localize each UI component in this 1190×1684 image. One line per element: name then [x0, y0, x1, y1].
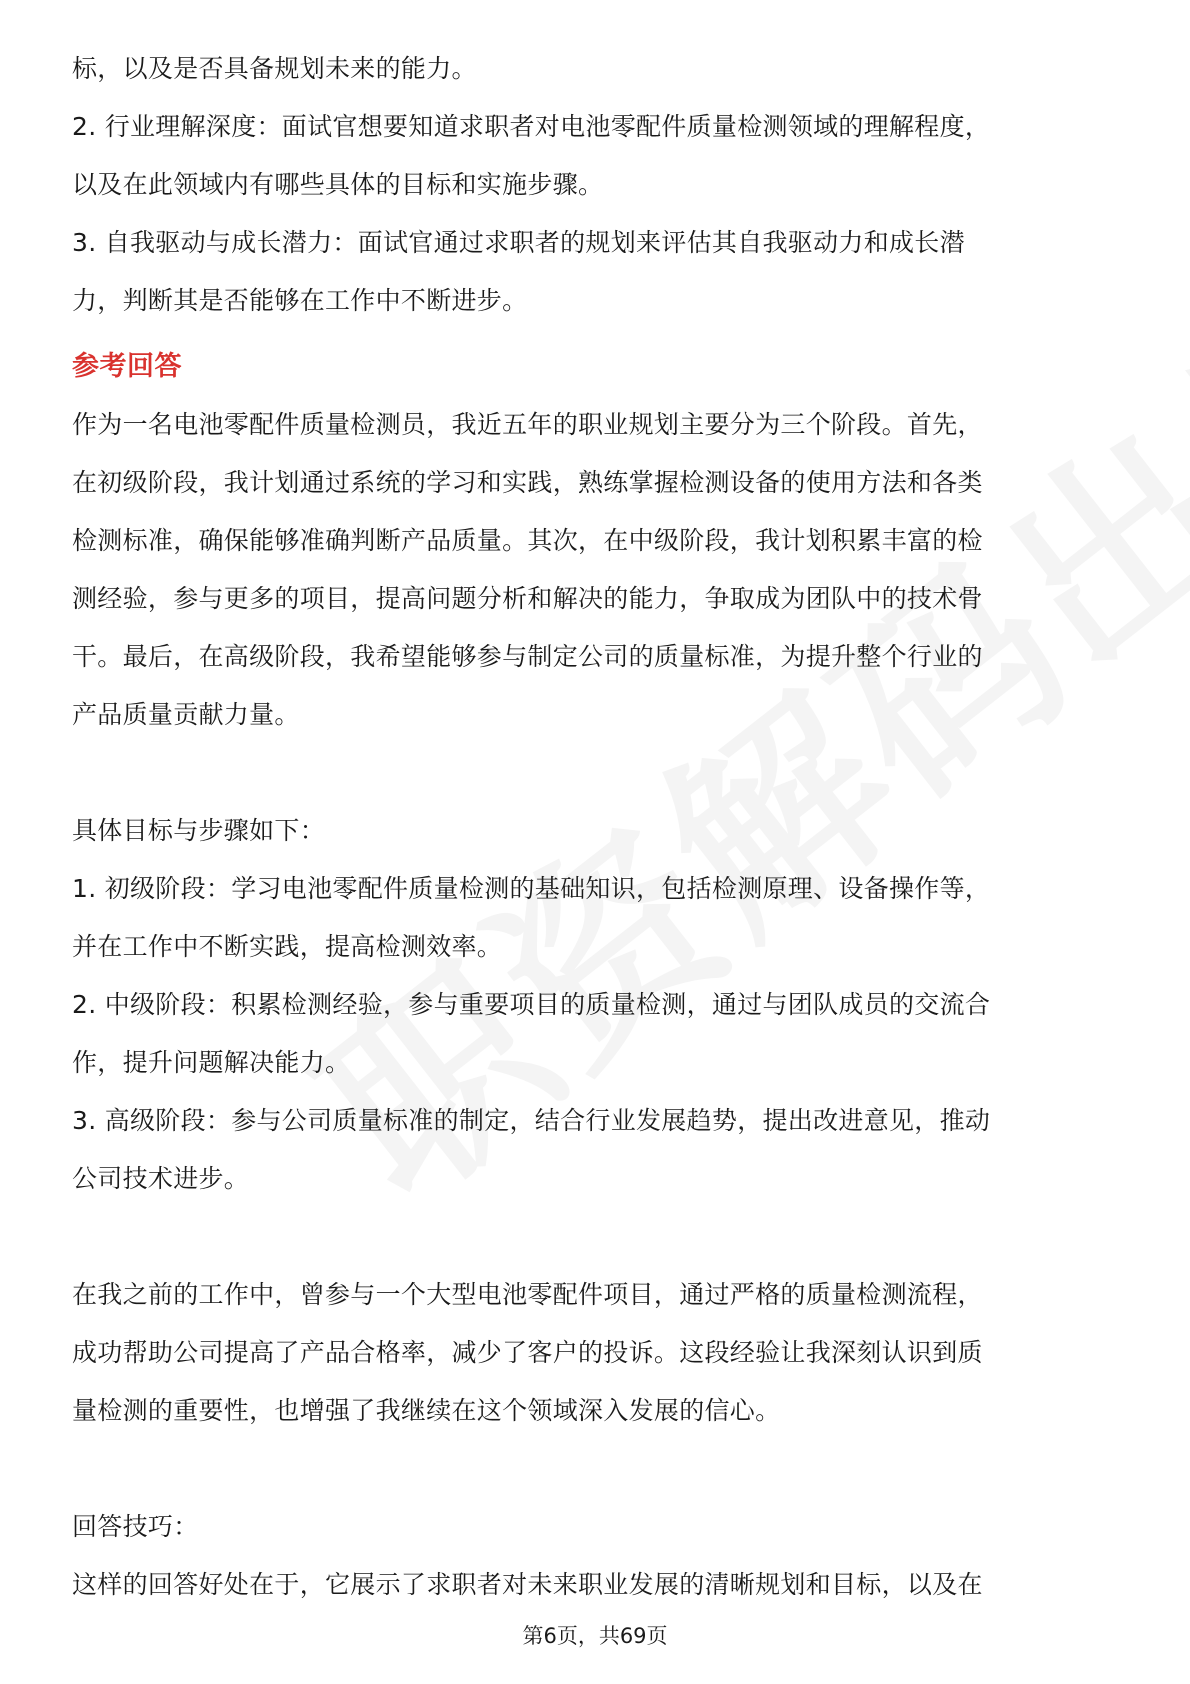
text-line: 力，判断其是否能够在工作中不断进步。	[72, 286, 528, 315]
tips-section	[72, 1498, 1122, 1614]
section-heading: 参考回答	[72, 351, 182, 382]
text-line: 成功帮助公司提高了产品合格率，减少了客户的投诉。这段经验让我深刻认识到质	[72, 1338, 983, 1367]
text-line: 2. 中级阶段：积累检测经验，参与重要项目的质量检测，通过与团队成员的交流合	[72, 990, 991, 1019]
text-line: 具体目标与步骤如下：	[72, 816, 326, 845]
goals-section	[72, 802, 1122, 1208]
text-line: 这样的回答好处在于，它展示了求职者对未来职业发展的清晰规划和目标，以及在	[72, 1570, 983, 1599]
text-line: 量检测的重要性，也增强了我继续在这个领域深入发展的信心。	[72, 1396, 781, 1425]
text-line: 产品质量贡献力量。	[72, 700, 300, 729]
text-line: 作为一名电池零配件质量检测员，我近五年的职业规划主要分为三个阶段。首先，	[72, 410, 983, 439]
text-line: 3. 高级阶段：参与公司质量标准的制定，结合行业发展趋势，提出改进意见，推动	[72, 1106, 991, 1135]
spacer	[72, 1440, 1122, 1498]
text-line: 检测标准，确保能够准确判断产品质量。其次，在中级阶段，我计划积累丰富的检	[72, 526, 983, 555]
text-line: 以及在此领域内有哪些具体的目标和实施步骤。	[72, 170, 604, 199]
text-line: 在初级阶段，我计划通过系统的学习和实践，熟练掌握检测设备的使用方法和各类	[72, 468, 983, 497]
experience-paragraph	[72, 1266, 1122, 1440]
intro-section	[72, 40, 1122, 330]
text-line: 回答技巧：	[72, 1512, 199, 1541]
text-line: 标，以及是否具备规划未来的能力。	[72, 54, 477, 83]
text-line: 公司技术进步。	[72, 1164, 250, 1193]
text-line: 1. 初级阶段：学习电池零配件质量检测的基础知识，包括检测原理、设备操作等，	[72, 874, 991, 903]
spacer	[72, 1208, 1122, 1266]
page-number-footer: 第6页，共69页	[522, 1624, 668, 1648]
text-line: 并在工作中不断实践，提高检测效率。	[72, 932, 503, 961]
spacer	[72, 744, 1122, 802]
text-line: 在我之前的工作中，曾参与一个大型电池零配件项目，通过严格的质量检测流程，	[72, 1280, 983, 1309]
text-line: 作，提升问题解决能力。	[72, 1048, 351, 1077]
text-line: 3. 自我驱动与成长潜力：面试官通过求职者的规划来评估其自我驱动力和成长潜	[72, 228, 965, 257]
text-line: 测经验，参与更多的项目，提高问题分析和解决的能力，争取成为团队中的技术骨	[72, 584, 983, 613]
text-line: 2. 行业理解深度：面试官想要知道求职者对电池零配件质量检测领域的理解程度，	[72, 112, 991, 141]
document-page	[72, 40, 1122, 1614]
answer-paragraph	[72, 396, 1122, 744]
text-line: 干。最后，在高级阶段，我希望能够参与制定公司的质量标准，为提升整个行业的	[72, 642, 983, 671]
